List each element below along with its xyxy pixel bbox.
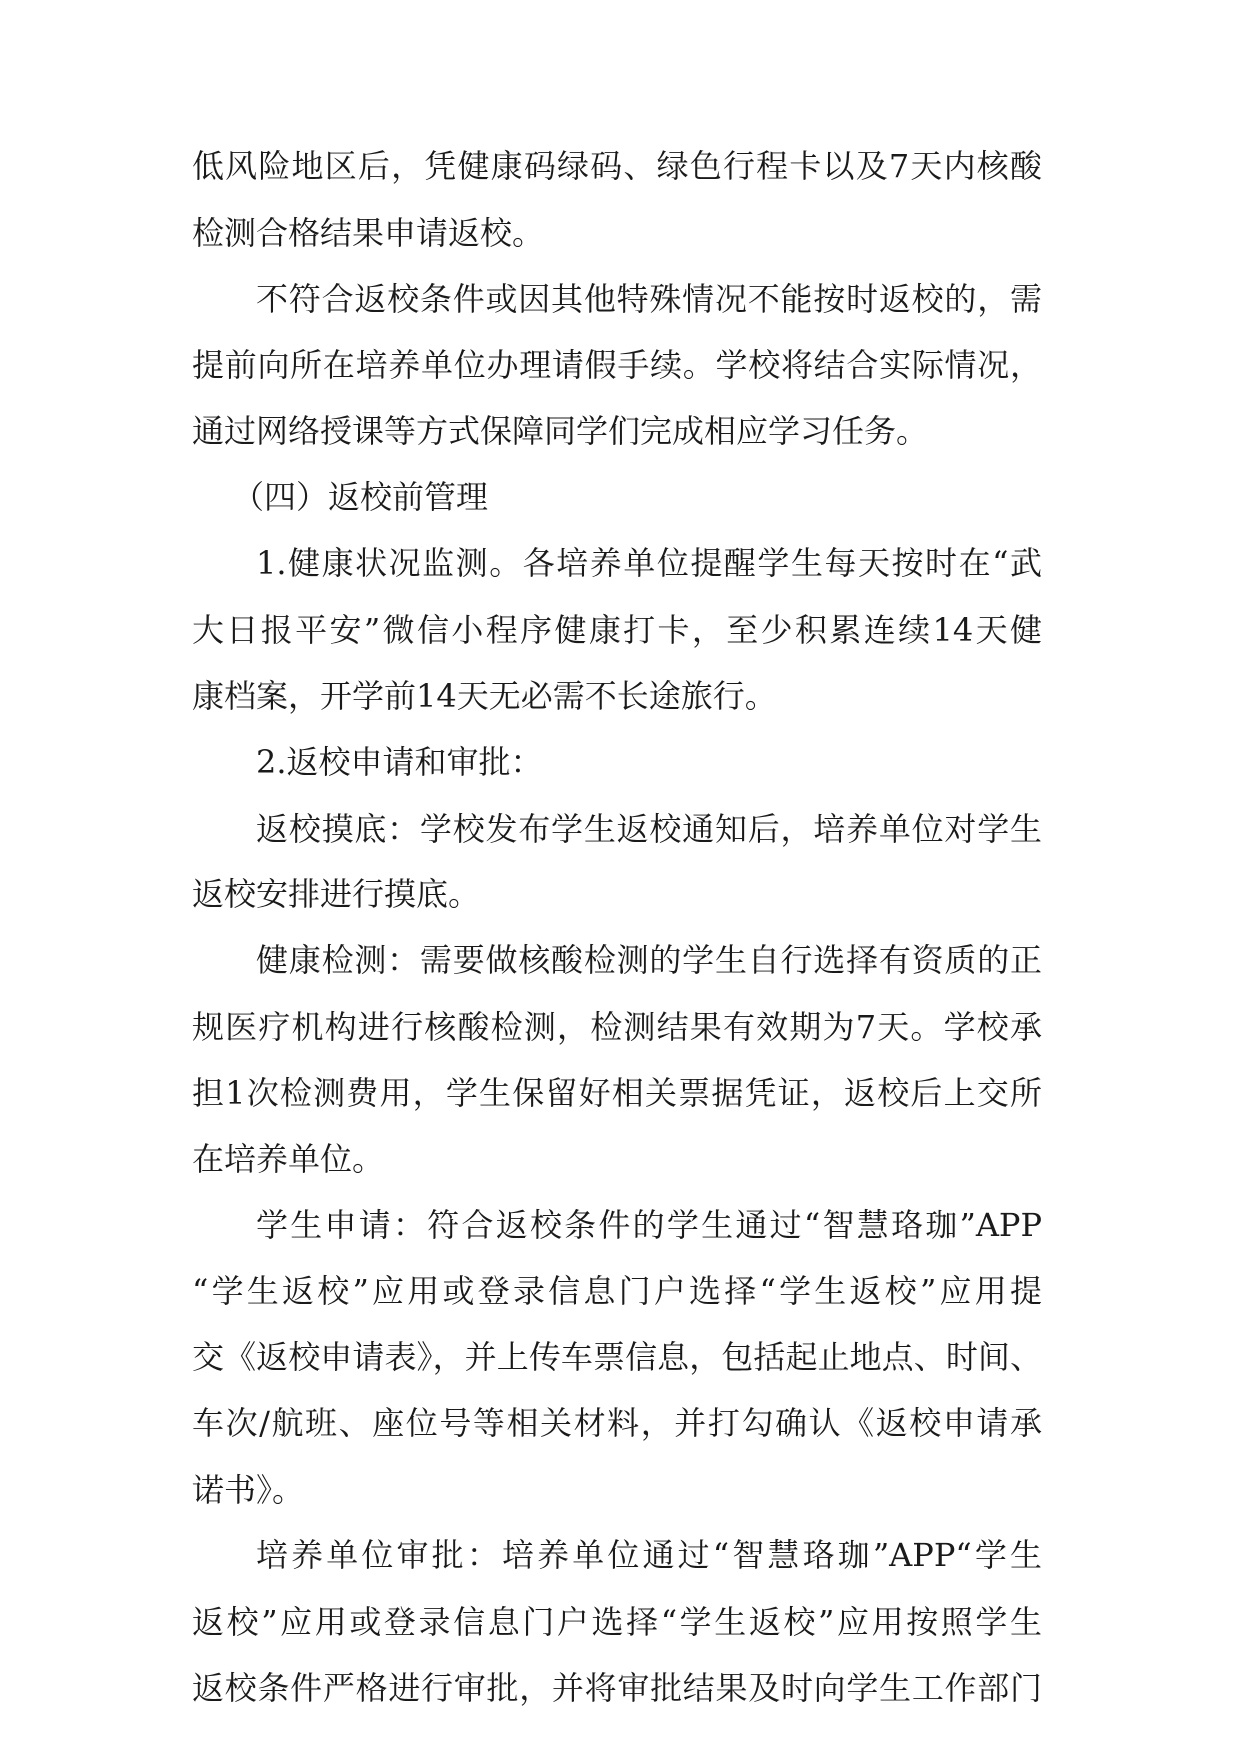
paragraph-line: 2.返校申请和审批：: [256, 743, 543, 781]
paragraph-line: 提前向所在培养单位办理请假手续。学校将结合实际情况，: [192, 346, 1042, 384]
paragraph-line: 担1次检测费用，学生保留好相关票据凭证，返校后上交所: [192, 1074, 1042, 1112]
paragraph-line: 在培养单位。: [192, 1140, 385, 1178]
paragraph-line: 培养单位审批：培养单位通过“智慧珞珈”APP“学生: [256, 1536, 1042, 1574]
paragraph-line: 规医疗机构进行核酸检测，检测结果有效期为7天。学校承: [192, 1008, 1042, 1046]
paragraph-line: 返校条件严格进行审批，并将审批结果及时向学生工作部门: [192, 1669, 1042, 1707]
paragraph-line: 低风险地区后，凭健康码绿码、绿色行程卡以及7天内核酸: [192, 147, 1042, 185]
paragraph-line: 1.健康状况监测。各培养单位提醒学生每天按时在“武: [256, 544, 1042, 582]
paragraph-line: 健康检测：需要做核酸检测的学生自行选择有资质的正: [256, 941, 1042, 979]
paragraph-line: “学生返校”应用或登录信息门户选择“学生返校”应用提: [192, 1272, 1042, 1310]
paragraph-line: 车次/航班、座位号等相关材料，并打勾确认《返校申请承: [192, 1404, 1042, 1442]
paragraph-line: 返校安排进行摸底。: [192, 875, 481, 913]
paragraph-line: 康档案，开学前14天无必需不长途旅行。: [192, 677, 777, 715]
section-heading: （四）返校前管理: [232, 478, 489, 516]
paragraph-line: 交《返校申请表》，并上传车票信息，包括起止地点、时间、: [192, 1338, 1042, 1376]
paragraph-line: 大日报平安”微信小程序健康打卡，至少积累连续14天健: [192, 611, 1042, 649]
paragraph-line: 检测合格结果申请返校。: [192, 214, 545, 252]
paragraph-line: 通过网络授课等方式保障同学们完成相应学习任务。: [192, 412, 929, 450]
paragraph-line: 不符合返校条件或因其他特殊情况不能按时返校的，需: [256, 280, 1042, 318]
paragraph-line: 返校摸底：学校发布学生返校通知后，培养单位对学生: [256, 810, 1042, 848]
paragraph-line: 返校”应用或登录信息门户选择“学生返校”应用按照学生: [192, 1603, 1042, 1641]
paragraph-line: 诺书》。: [192, 1471, 305, 1509]
paragraph-line: 学生申请：符合返校条件的学生通过“智慧珞珈”APP: [256, 1206, 1042, 1244]
